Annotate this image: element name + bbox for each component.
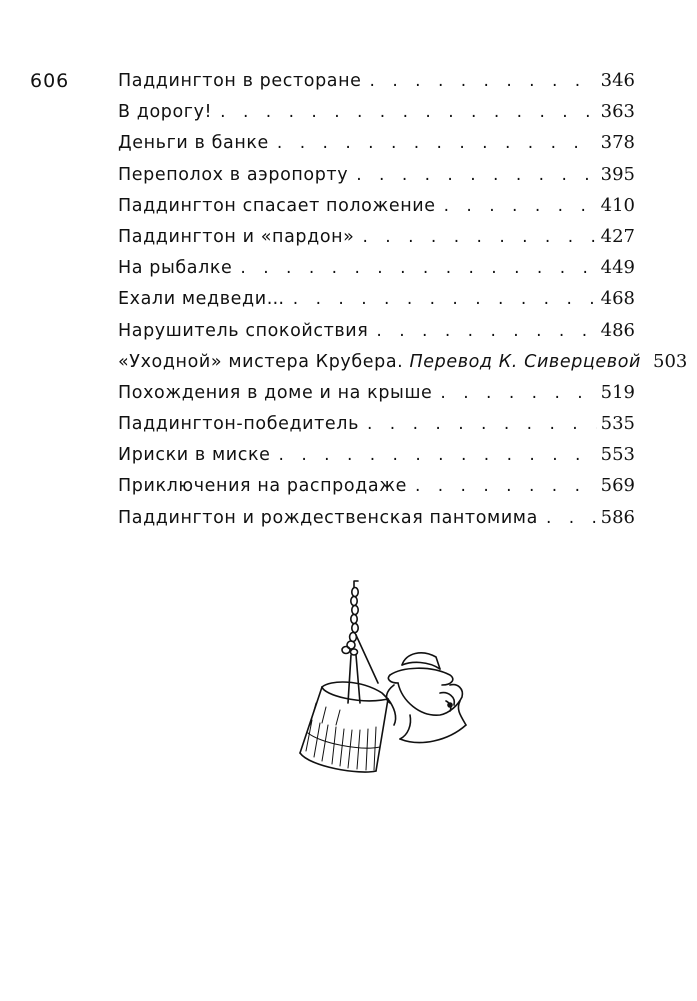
toc-entry-page: 410 [600, 194, 635, 216]
toc-entry [118, 68, 635, 99]
toc-entry [118, 473, 635, 504]
toc-entry-title: Паддингтон и рождественская пантомима [118, 507, 538, 528]
toc-entry-title: Паддингтон в ресторане [118, 71, 362, 91]
toc-entry-title: Ехали медведи… [118, 289, 285, 310]
toc-entry-page: 468 [600, 288, 635, 310]
toc-entry-title-text: «Уходной» мистера Крубера. [118, 351, 404, 372]
toc-entry-page: 427 [600, 225, 635, 247]
toc-entry-title: Паддингтон спасает положение [118, 195, 436, 216]
toc-entry [118, 505, 635, 536]
toc-entry-page: 395 [600, 163, 635, 185]
illustration-drawing [290, 575, 490, 800]
bucket [300, 682, 388, 772]
rope-line-diagonal [356, 635, 378, 683]
page-number: 606 [30, 70, 70, 92]
toc-entry-title: Приключения на распродаже [118, 476, 407, 497]
toc-leader-dots [546, 505, 597, 531]
rope-line-right [356, 655, 360, 703]
toc-leader-dots [279, 442, 597, 468]
toc-entry [118, 224, 635, 255]
toc-entry-title: Похождения в доме и на крыше [118, 382, 433, 403]
toc-entry [118, 318, 635, 349]
bear-head [387, 683, 463, 739]
toc-entry-title: В дорогу! [118, 102, 213, 123]
toc-entry-title [118, 349, 641, 375]
toc-entry [118, 442, 635, 473]
toc-entry-title: Паддингтон и «пардон» [118, 226, 355, 247]
toc-entry-page: 449 [600, 257, 635, 279]
toc-entry [118, 286, 635, 317]
toc-entry-title: Паддингтон-победитель [118, 414, 359, 435]
toc-leader-dots [240, 255, 596, 281]
hat [388, 653, 452, 685]
toc-entry-page: 503 [653, 350, 688, 372]
toc-leader-dots [220, 99, 596, 125]
toc-entry-page: 519 [600, 381, 635, 403]
toc-leader-dots [356, 162, 596, 188]
toc-entry [118, 380, 635, 411]
toc-leader-dots [376, 318, 596, 344]
toc-entry-title: Ириски в миске [118, 445, 271, 466]
toc-leader-dots [415, 473, 597, 499]
toc-entry-page: 535 [600, 413, 635, 435]
rope-top [354, 581, 358, 587]
toc-entry [118, 162, 635, 193]
toc-entry-page: 363 [600, 101, 635, 123]
toc-entry [118, 99, 635, 130]
toc-entry-page: 569 [600, 475, 635, 497]
toc-entry-title: Переполох в аэропорту [118, 164, 349, 185]
rope-line-left [348, 655, 351, 703]
toc-leader-dots [440, 380, 596, 406]
table-of-contents [118, 68, 688, 536]
toc-entry-page: 586 [600, 506, 635, 528]
toc-entry-title: Нарушитель спокойствия [118, 320, 369, 341]
toc-entry-page: 346 [600, 70, 635, 91]
toc-entry-title: На рыбалке [118, 258, 233, 279]
toc-entry-page: 378 [600, 132, 635, 154]
toc-entry-page: 553 [600, 444, 635, 466]
toc-leader-dots [367, 411, 597, 437]
toc-entry-page: 486 [600, 319, 635, 341]
toc-entry [118, 193, 635, 224]
toc-leader-dots [370, 68, 597, 94]
toc-entry [118, 255, 635, 286]
toc-entry-translator: Перевод К. Сиверцевой [409, 351, 641, 372]
paddington-bucket-illustration [290, 575, 490, 800]
toc-entry [118, 411, 635, 442]
toc-entry-title: Деньги в банке [118, 133, 269, 154]
toc-leader-dots [293, 286, 597, 312]
rope-chain [342, 588, 358, 656]
toc-entry [118, 130, 635, 161]
toc-leader-dots [444, 193, 597, 219]
toc-leader-dots [277, 130, 597, 156]
toc-entry [118, 349, 688, 380]
toc-leader-dots [362, 224, 596, 250]
